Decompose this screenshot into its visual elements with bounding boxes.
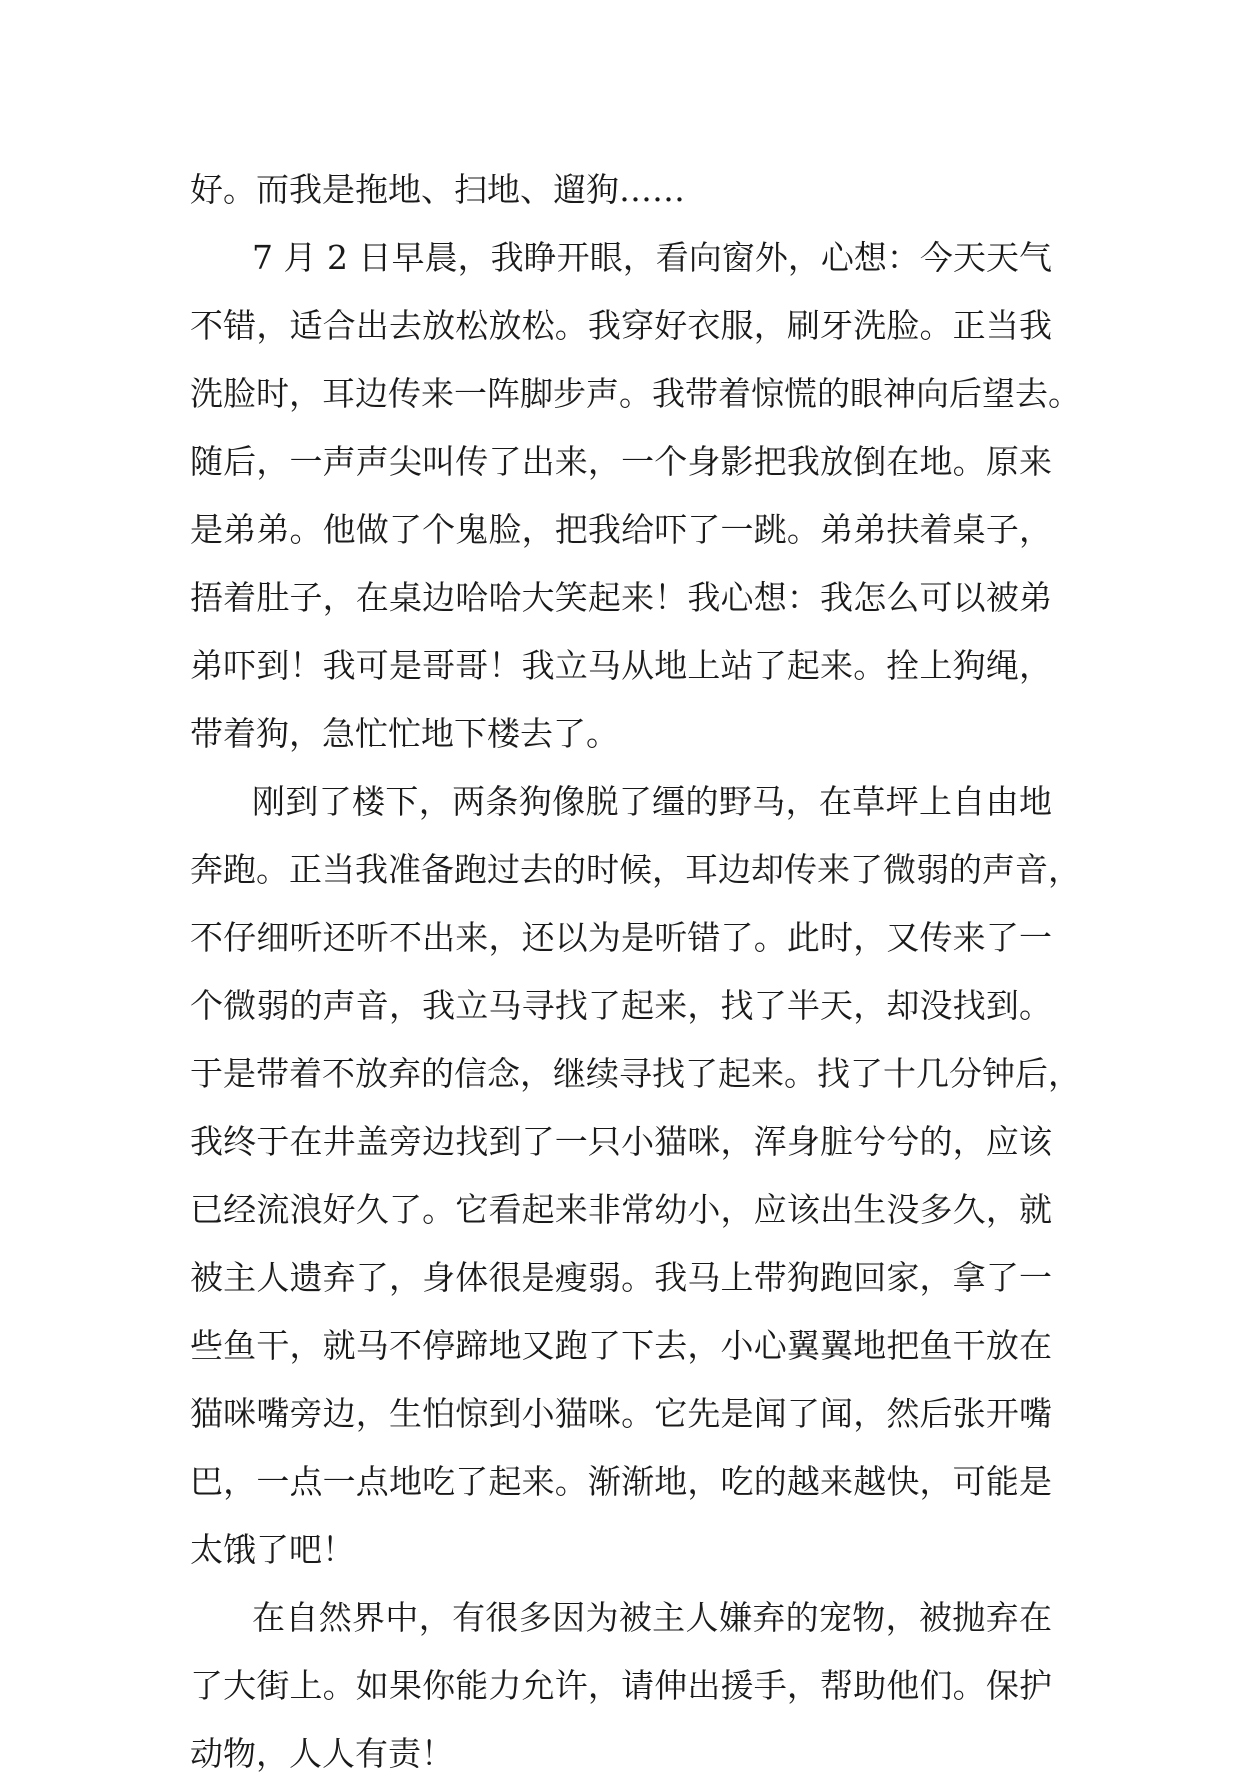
paragraph-first-line: 刚到了楼下，两条狗像脱了缰的野马，在草坪上自由地 bbox=[252, 782, 1052, 821]
text-line: 捂着肚子，在桌边哈哈大笑起来！我心想：我怎么可以被弟 bbox=[190, 578, 1052, 617]
text-line: 奔跑。正当我准备跑过去的时候，耳边却传来了微弱的声音， bbox=[190, 850, 1081, 889]
text-line: 洗脸时，耳边传来一阵脚步声。我带着惊慌的眼神向后望去。 bbox=[190, 374, 1081, 413]
paragraph-first-line: 7 月 2 日早晨，我睁开眼，看向窗外，心想：今天天气 bbox=[252, 238, 1052, 277]
text-line: 好。而我是拖地、扫地、遛狗…… bbox=[190, 170, 685, 209]
text-line: 弟吓到！我可是哥哥！我立马从地上站了起来。拴上狗绳， bbox=[190, 646, 1052, 685]
text-line: 不仔细听还听不出来，还以为是听错了。此时，又传来了一 bbox=[190, 918, 1052, 957]
text-line: 动物，人人有责！ bbox=[190, 1734, 454, 1773]
text-line: 被主人遗弃了，身体很是瘦弱。我马上带狗跑回家，拿了一 bbox=[190, 1258, 1052, 1297]
text-line: 是弟弟。他做了个鬼脸，把我给吓了一跳。弟弟扶着桌子， bbox=[190, 510, 1052, 549]
text-line: 了大街上。如果你能力允许，请伸出援手，帮助他们。保护 bbox=[190, 1666, 1052, 1705]
text-line: 我终于在井盖旁边找到了一只小猫咪，浑身脏兮兮的，应该 bbox=[190, 1122, 1052, 1161]
text-line: 于是带着不放弃的信念，继续寻找了起来。找了十几分钟后， bbox=[190, 1054, 1081, 1093]
essay-text bbox=[190, 156, 1081, 1788]
text-line: 随后，一声声尖叫传了出来，一个身影把我放倒在地。原来 bbox=[190, 442, 1052, 481]
text-line: 带着狗，急忙忙地下楼去了。 bbox=[190, 714, 619, 753]
text-line: 不错，适合出去放松放松。我穿好衣服，刷牙洗脸。正当我 bbox=[190, 306, 1052, 345]
text-line: 个微弱的声音，我立马寻找了起来，找了半天，却没找到。 bbox=[190, 986, 1052, 1025]
text-line: 猫咪嘴旁边，生怕惊到小猫咪。它先是闻了闻，然后张开嘴 bbox=[190, 1394, 1052, 1433]
text-line: 巴，一点一点地吃了起来。渐渐地，吃的越来越快，可能是 bbox=[190, 1462, 1052, 1501]
paragraph-first-line: 在自然界中，有很多因为被主人嫌弃的宠物，被抛弃在 bbox=[252, 1598, 1052, 1637]
text-line: 已经流浪好久了。它看起来非常幼小，应该出生没多久，就 bbox=[190, 1190, 1052, 1229]
text-line: 些鱼干，就马不停蹄地又跑了下去，小心翼翼地把鱼干放在 bbox=[190, 1326, 1052, 1365]
text-line: 太饿了吧！ bbox=[190, 1530, 355, 1569]
